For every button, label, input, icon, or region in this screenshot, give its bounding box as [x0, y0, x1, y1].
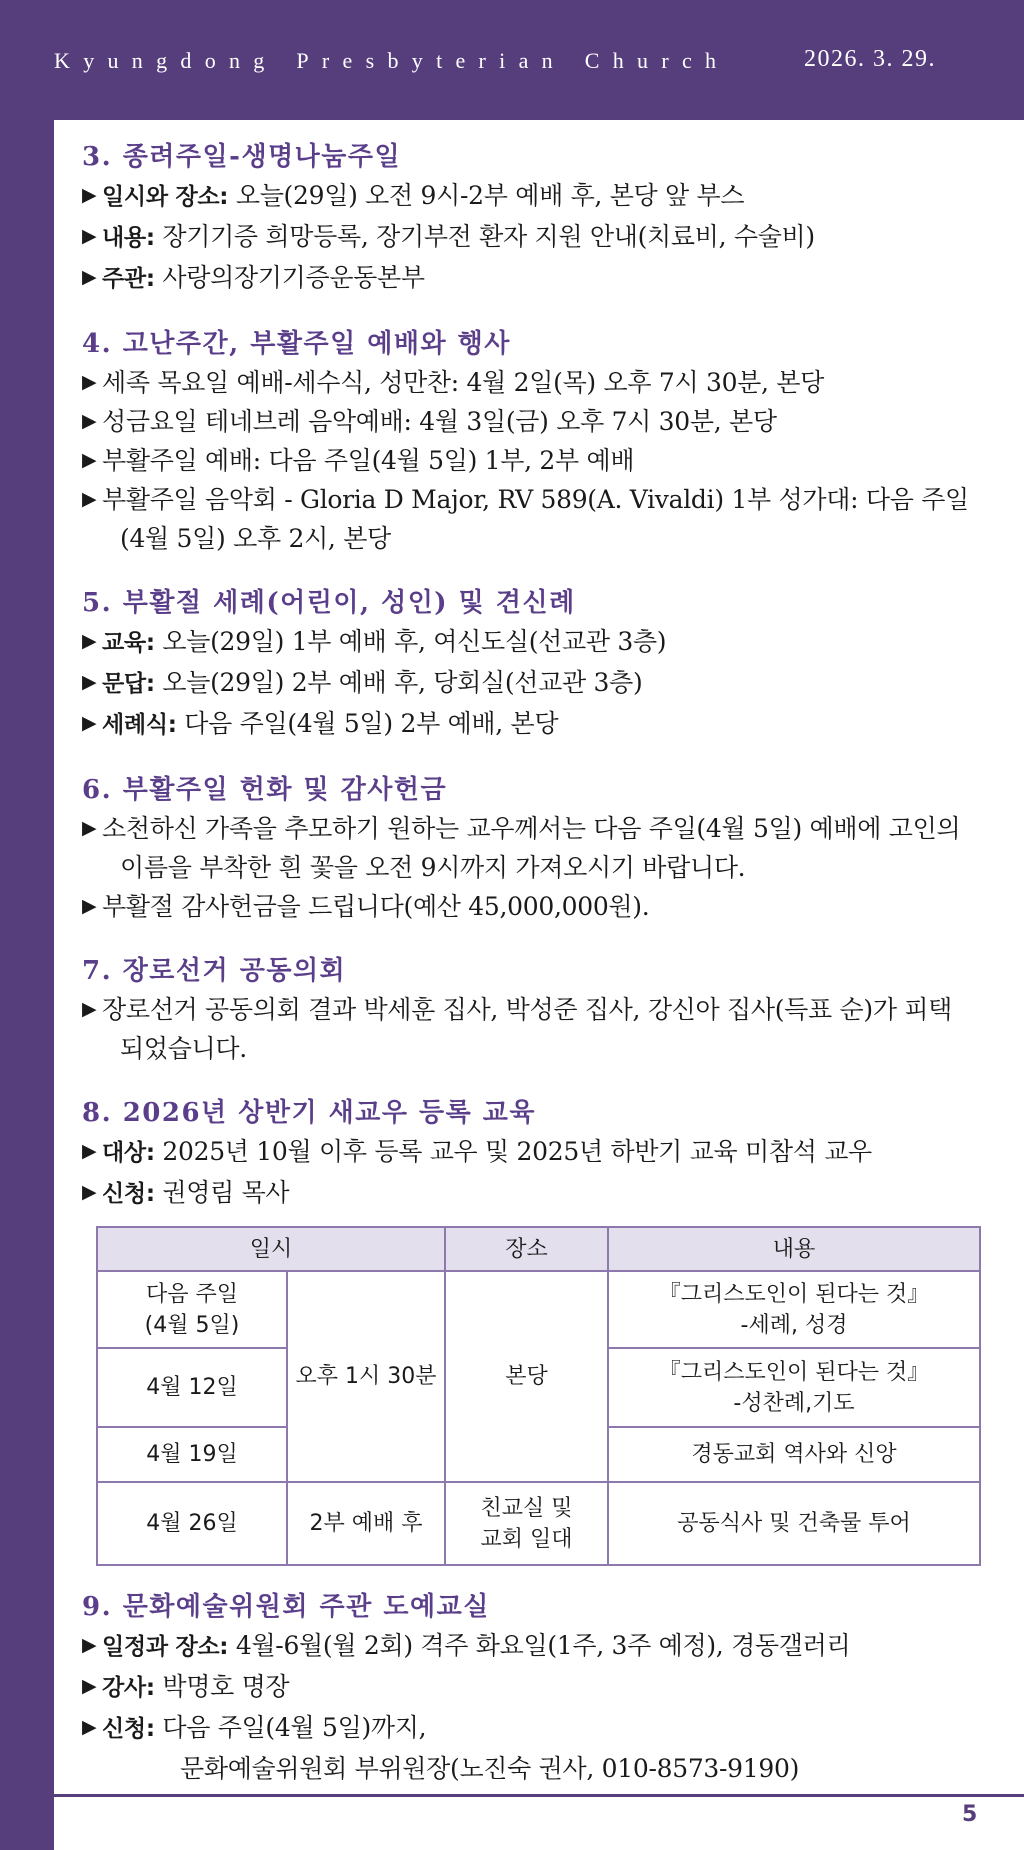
section-8 — [82, 1094, 992, 1566]
section-7 — [82, 952, 992, 1068]
table-row — [97, 1271, 980, 1348]
page-header — [0, 0, 1024, 120]
list-item: ▶ 문답: 오늘(29일) 2부 예배 후, 당회실(선교관 3층) — [82, 663, 992, 704]
section-title: 6. 부활주일 헌화 및 감사헌금 — [82, 775, 448, 805]
arrow-icon: ▶ — [82, 895, 97, 917]
list-item: ▶ 교육: 오늘(29일) 1부 예배 후, 여신도실(선교관 3층) — [82, 622, 992, 663]
table-cell-date: 4월 26일 — [97, 1482, 287, 1565]
section-title: 4. 고난주간, 부활주일 예배와 행사 — [82, 329, 511, 359]
list-item: ▶ 세례식: 다음 주일(4월 5일) 2부 예배, 본당 — [82, 704, 992, 745]
list-item: ▶ 일시와 장소: 오늘(29일) 오전 9시-2부 예배 후, 본당 앞 부스 — [82, 176, 992, 217]
section-title: 8. 2026년 상반기 새교우 등록 교육 — [82, 1098, 537, 1128]
list-item-continuation: (4월 5일) 오후 2시, 본당 — [120, 524, 391, 553]
table-row — [97, 1482, 980, 1565]
page-number: 5 — [962, 1802, 978, 1827]
arrow-icon: ▶ — [82, 630, 97, 652]
list-item: ▶ 일정과 장소: 4월-6월(월 2회) 격주 화요일(1주, 3주 예정), 경동갤러리 — [82, 1626, 992, 1667]
list-item: ▶ 성금요일 테네브레 음악예배: 4월 3일(금) 오후 7시 30분, 본당 — [82, 402, 992, 441]
section-4 — [82, 325, 992, 558]
section-title: 5. 부활절 세례(어린이, 성인) 및 견신례 — [82, 588, 576, 618]
arrow-icon: ▶ — [82, 998, 97, 1020]
arrow-icon: ▶ — [82, 184, 97, 206]
section-6 — [82, 771, 992, 926]
table-cell-content: 공동식사 및 건축물 투어 — [608, 1482, 980, 1565]
table-header-row — [97, 1227, 980, 1271]
section-title: 3. 종려주일-생명나눔주일 — [82, 142, 402, 172]
church-name: Kyungdong Presbyterian Church — [54, 48, 730, 73]
list-item: ▶ 부활주일 음악회 - Gloria D Major, RV 589(A. Vivaldi) 1부 성가대: 다음 주일 — [82, 480, 992, 519]
arrow-icon: ▶ — [82, 371, 97, 393]
arrow-icon: ▶ — [82, 1140, 97, 1162]
bulletin-date: 2026. 3. 29. — [804, 46, 936, 72]
list-item: ▶ 부활주일 예배: 다음 주일(4월 5일) 1부, 2부 예배 — [82, 441, 992, 480]
list-item: ▶ 소천하신 가족을 추모하기 원하는 교우께서는 다음 주일(4월 5일) 예배에 고인의 — [82, 809, 992, 848]
arrow-icon: ▶ — [82, 1675, 97, 1697]
arrow-icon: ▶ — [82, 671, 97, 693]
list-item: ▶ 신청: 다음 주일(4월 5일)까지, — [82, 1708, 992, 1749]
arrow-icon: ▶ — [82, 817, 97, 839]
table-cell-time: 2부 예배 후 — [287, 1482, 445, 1565]
left-sidebar-bar — [0, 120, 54, 1850]
list-item: ▶ 강사: 박명호 명장 — [82, 1667, 992, 1708]
list-item-continuation: 되었습니다. — [120, 1034, 247, 1063]
table-cell-content: 『그리스도인이 된다는 것』 -세례, 성경 — [608, 1271, 980, 1348]
table-header-place: 장소 — [445, 1227, 608, 1271]
arrow-icon: ▶ — [82, 225, 97, 247]
table-cell-place: 친교실 및 교회 일대 — [445, 1482, 608, 1565]
list-item: ▶ 부활절 감사헌금을 드립니다(예산 45,000,000원). — [82, 887, 992, 926]
list-item: ▶ 장로선거 공동의회 결과 박세훈 집사, 박성준 집사, 강신아 집사(득표 순)가 피택 — [82, 990, 992, 1029]
section-title: 7. 장로선거 공동의회 — [82, 956, 347, 986]
table-cell-time: 오후 1시 30분 — [287, 1271, 445, 1482]
arrow-icon: ▶ — [82, 712, 97, 734]
arrow-icon: ▶ — [82, 449, 97, 471]
table-header-date: 일시 — [97, 1227, 445, 1271]
arrow-icon: ▶ — [82, 1716, 97, 1738]
list-item: ▶ 신청: 권영림 목사 — [82, 1173, 992, 1214]
section-title: 9. 문화예술위원회 주관 도예교실 — [82, 1592, 490, 1622]
list-item-continuation: 문화예술위원회 부위원장(노진숙 권사, 010-8573-9190) — [180, 1754, 800, 1783]
announcements — [82, 138, 992, 1814]
list-item: ▶ 주관: 사랑의장기기증운동본부 — [82, 258, 992, 299]
table-cell-content: 『그리스도인이 된다는 것』 -성찬례,기도 — [608, 1348, 980, 1427]
list-item-continuation: 이름을 부착한 흰 꽃을 오전 9시까지 가져오시기 바랍니다. — [120, 853, 746, 882]
table-cell-date: 다음 주일 (4월 5일) — [97, 1271, 287, 1348]
list-item: ▶ 대상: 2025년 10월 이후 등록 교우 및 2025년 하반기 교육 미참석 교우 — [82, 1132, 992, 1173]
arrow-icon: ▶ — [82, 410, 97, 432]
table-cell-date: 4월 12일 — [97, 1348, 287, 1427]
table-header-content: 내용 — [608, 1227, 980, 1271]
footer-divider — [54, 1794, 1024, 1797]
arrow-icon: ▶ — [82, 1634, 97, 1656]
list-item: ▶ 내용: 장기기증 희망등록, 장기부전 환자 지원 안내(치료비, 수술비) — [82, 217, 992, 258]
arrow-icon: ▶ — [82, 266, 97, 288]
arrow-icon: ▶ — [82, 488, 97, 510]
table-cell-content: 경동교회 역사와 신앙 — [608, 1427, 980, 1482]
table-cell-date: 4월 19일 — [97, 1427, 287, 1482]
section-3 — [82, 138, 992, 299]
list-item: ▶ 세족 목요일 예배-세수식, 성만찬: 4월 2일(목) 오후 7시 30분, 본당 — [82, 363, 992, 402]
section-9 — [82, 1588, 992, 1788]
schedule-table — [96, 1226, 981, 1566]
section-5 — [82, 584, 992, 745]
arrow-icon: ▶ — [82, 1181, 97, 1203]
table-cell-place: 본당 — [445, 1271, 608, 1482]
